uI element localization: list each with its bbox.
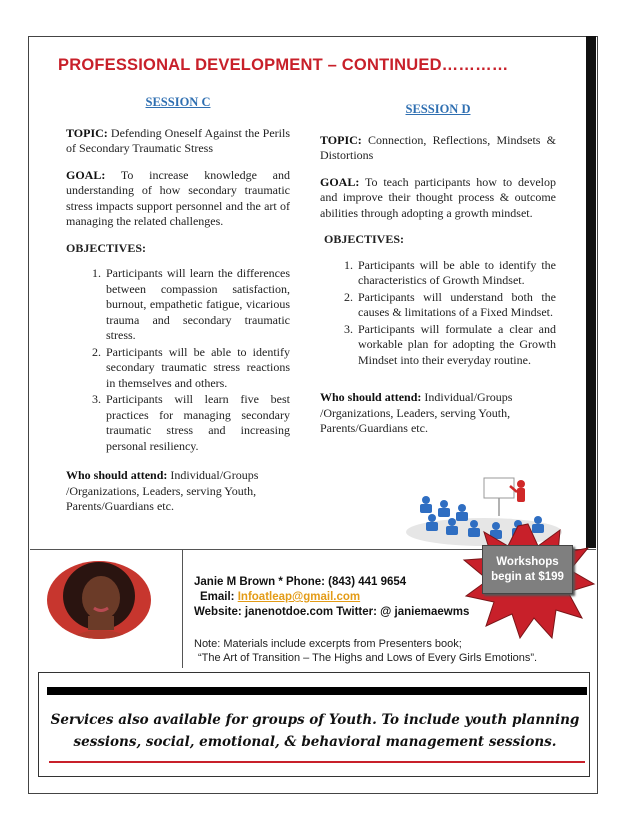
- session-d-attend: [320, 390, 556, 437]
- contact-info: [194, 575, 469, 620]
- contact-name-phone: Janie M Brown * Phone: (843) 441 9654: [194, 576, 407, 588]
- page-heading: PROFESSIONAL DEVELOPMENT – CONTINUED…………: [58, 56, 509, 74]
- session-d-topic: [320, 133, 556, 164]
- email-link[interactable]: Infoatleap@gmail.com: [237, 591, 361, 603]
- session-c-attend: [66, 468, 290, 515]
- list-item: 1. Participants will learn the differences between compassion satisfaction, burnout, empathetic fatigue, vicarious trauma and secondary traumatic stress.: [104, 266, 290, 344]
- right-accent-bar: [586, 36, 596, 548]
- session-d-title: SESSION D: [405, 102, 471, 116]
- note-line-1: Note: Materials include excerpts from Presenters book;: [194, 638, 462, 650]
- services-red-line: [49, 761, 585, 763]
- session-c-goal: [66, 168, 290, 230]
- session-c-topic-text: Defending Oneself Against the Perils of Secondary Traumatic Stress: [66, 125, 291, 155]
- session-c-objectives-list: [66, 266, 290, 454]
- website-twitter-line: Website: janenotdoe.com Twitter: @ janiemaewms: [194, 606, 470, 618]
- topic-label: TOPIC:: [66, 125, 108, 140]
- email-label: Email:: [200, 591, 235, 603]
- goal-label: GOAL:: [66, 167, 106, 182]
- services-box: [38, 672, 590, 777]
- vertical-divider: [182, 550, 183, 668]
- attend-label: Who should attend:: [320, 390, 422, 404]
- note-line-2: “The Art of Transition – The Highs and Lows of Every Girls Emotions”.: [198, 652, 538, 664]
- materials-note: [194, 637, 537, 665]
- session-c-attend-text: Individual/Groups /Organizations, Leaders, serving Youth, Parents/Guardians etc.: [66, 468, 259, 513]
- session-c-goal-text: To increase knowledge and understanding of how secondary traumatic stress impacts support personnel and the art of managing the related challenges.: [66, 167, 290, 228]
- session-d-column: [320, 102, 556, 448]
- session-c-column: [66, 95, 290, 526]
- services-text: Services also available for groups of Youth. To include youth planning sessions, social, emotional, & behavioral management sessions.: [50, 712, 580, 750]
- workshops-badge: [482, 545, 573, 594]
- avatar: [46, 560, 152, 640]
- email-line: [194, 590, 469, 605]
- session-c-objectives-title: OBJECTIVES:: [66, 240, 147, 255]
- list-item: 3. Participants will learn five best practices for managing secondary traumatic stress and increasing personal resiliency.: [104, 392, 290, 454]
- goal-label: GOAL:: [320, 174, 360, 189]
- list-item: 2. Participants will be able to identify secondary traumatic stress reactions in themselves and others.: [104, 345, 290, 392]
- session-c-title: SESSION C: [145, 95, 211, 109]
- session-c-topic: [66, 126, 290, 157]
- session-d-objectives-list: [320, 258, 556, 369]
- list-item: 2. Participants will understand both the causes & limitations of a Fixed Mindset.: [356, 290, 556, 321]
- session-d-topic-text: Connection, Reflections, Mindsets & Distortions: [320, 132, 557, 162]
- topic-label: TOPIC:: [320, 132, 362, 147]
- session-d-attend-text: Individual/Groups /Organizations, Leaders, serving Youth, Parents/Guardians etc.: [320, 390, 513, 435]
- session-d-objectives-title: OBJECTIVES:: [324, 232, 405, 246]
- session-d-goal: [320, 175, 556, 222]
- badge-line-1: Workshops: [496, 555, 559, 568]
- list-item: 1. Participants will be able to identify the characteristics of Growth Mindset.: [356, 258, 556, 289]
- attend-label: Who should attend:: [66, 468, 168, 482]
- badge-line-2: begin at $199: [491, 570, 564, 583]
- session-d-goal-text: To teach participants how to develop and improve their thought process & outcome abilities through adopting a growth mindset.: [320, 174, 556, 220]
- services-top-bar: [47, 687, 587, 695]
- list-item: 3. Participants will formulate a clear and workable plan for adopting the Growth Mindset into their everyday routine.: [356, 322, 556, 369]
